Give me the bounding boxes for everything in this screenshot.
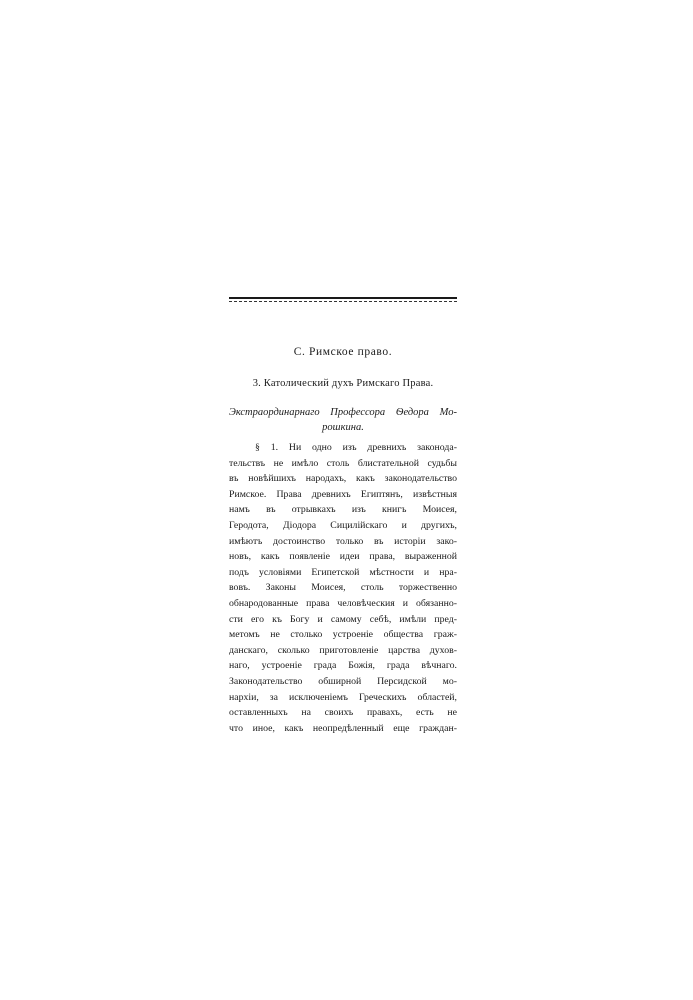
body-line: метомъ не столько устроеніе общества граж- [229,629,457,641]
body-paragraph [229,440,457,736]
body-line: вовъ. Законы Моисея, столь торжественно [229,582,457,594]
body-line: оставленныхъ на своихъ правахъ, есть не [229,707,457,719]
body-line: въ новѣйшихъ народахъ, какъ законодательство [229,473,457,485]
body-line: Геродота, Діодора Сицилійскаго и другихъ, [229,519,457,531]
subsection-title: 3. Католический духъ Римскаго Права. [252,378,434,389]
body-line: обнародованные права человѣческия и обязанно- [229,597,457,609]
body-line: наго, устроеніе града Божія, града вѣчнаго. [229,660,457,672]
body-line: § 1. Ни одно изъ древнихъ законода- [255,442,457,453]
header-rule-thin [229,301,457,302]
author-line-1: Экстраординарнаго Профессора Ѳедора Мо- [229,407,457,418]
body-line: сти его къ Богу и самому себѣ, имѣли пред- [229,613,457,625]
body-line: подъ условіями Египетской мѣстности и нра- [229,566,457,578]
body-line: данскаго, сколько приготовленіе царства духов- [229,644,457,656]
author-line [229,405,457,435]
body-line: нархіи, за исключеніемъ Греческихъ областей, [229,691,457,703]
body-line: тельствъ не имѣло столь блистательной судьбы [229,457,457,469]
body-line: намъ въ отрывкахъ изъ книгъ Моисея, [229,504,457,516]
section-title: С. Римское право. [293,346,393,358]
body-line: Римское. Права древнихъ Египтянъ, извѣстныя [229,488,457,500]
header-rule-thick [229,297,457,299]
author-line-2: рошкина. [322,422,364,433]
body-line: Законодательство обширной Персидской мо- [229,675,457,687]
body-line: имѣютъ достоинство только въ исторіи зако- [229,535,457,547]
body-line: что иное, какъ неопредѣленный еще граждан- [229,722,457,734]
body-line: новъ, какъ появленіе идеи права, выраженной [229,551,457,563]
